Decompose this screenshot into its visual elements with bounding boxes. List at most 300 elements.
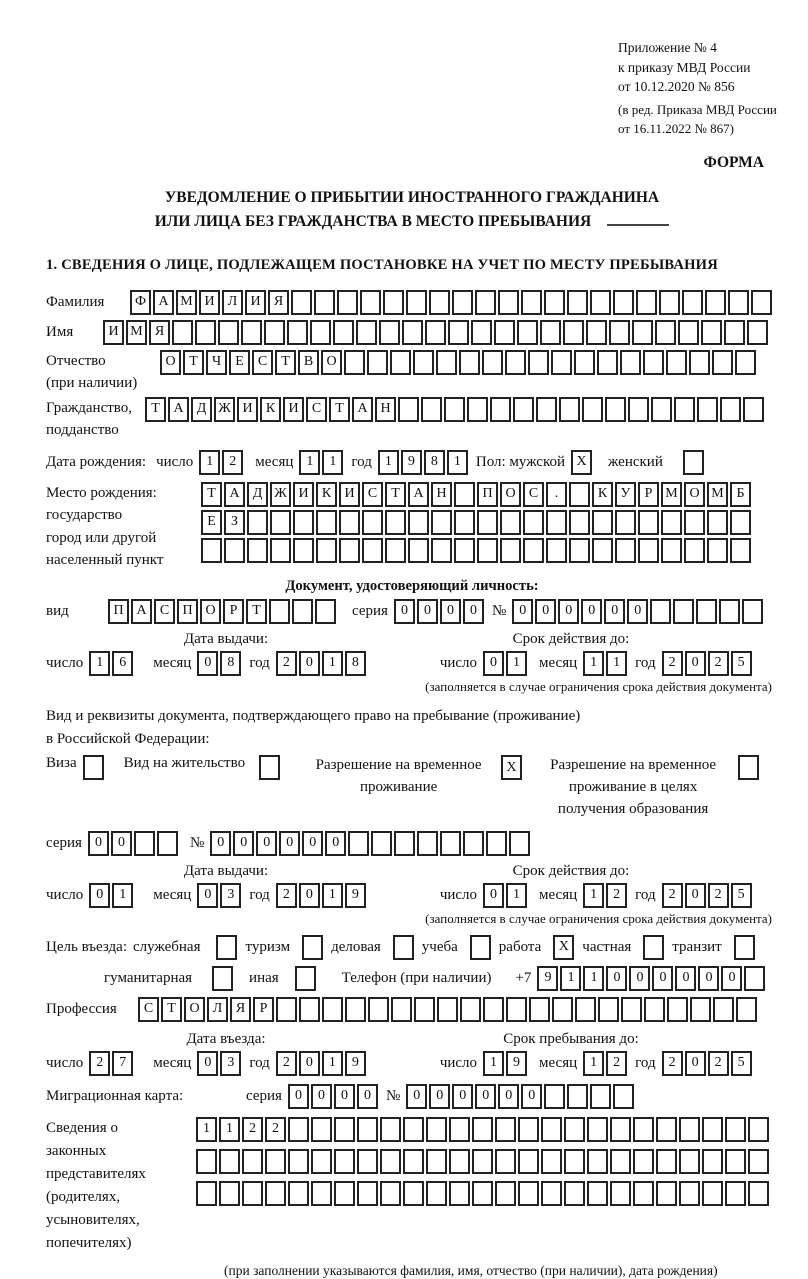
char-box[interactable]: Т: [201, 482, 222, 507]
char-box[interactable]: Ф: [130, 290, 151, 315]
char-box[interactable]: П: [477, 482, 498, 507]
char-box[interactable]: [551, 350, 572, 375]
char-box[interactable]: [719, 599, 740, 624]
char-box[interactable]: [482, 350, 503, 375]
char-box[interactable]: 0: [417, 599, 438, 624]
char-box[interactable]: [610, 1181, 631, 1206]
char-box[interactable]: Л: [207, 997, 228, 1022]
temp-residence-checkbox[interactable]: [501, 755, 524, 780]
char-box[interactable]: О: [500, 482, 521, 507]
char-box[interactable]: 1: [219, 1117, 240, 1142]
char-box[interactable]: [621, 997, 642, 1022]
doc-type-field[interactable]: [108, 599, 338, 624]
char-box[interactable]: 0: [675, 966, 696, 991]
char-box[interactable]: 2: [662, 883, 683, 908]
char-box[interactable]: 8: [220, 651, 241, 676]
char-box[interactable]: [552, 997, 573, 1022]
char-box[interactable]: 0: [357, 1084, 378, 1109]
char-box[interactable]: [650, 599, 671, 624]
char-box[interactable]: [477, 538, 498, 563]
doc-valid-month[interactable]: [583, 651, 629, 676]
char-box[interactable]: О: [684, 482, 705, 507]
char-box[interactable]: 1: [583, 966, 604, 991]
char-box[interactable]: [431, 538, 452, 563]
char-box[interactable]: 0: [233, 831, 254, 856]
char-box[interactable]: [334, 1181, 355, 1206]
char-box[interactable]: 1: [199, 450, 220, 475]
char-box[interactable]: [742, 599, 763, 624]
char-box[interactable]: [315, 599, 336, 624]
char-box[interactable]: 1: [299, 450, 320, 475]
char-box[interactable]: [684, 538, 705, 563]
char-box[interactable]: [337, 290, 358, 315]
char-box[interactable]: [471, 320, 492, 345]
char-box[interactable]: [385, 510, 406, 535]
birth-day-field[interactable]: [199, 450, 245, 475]
char-box[interactable]: [610, 1117, 631, 1142]
char-box[interactable]: 0: [88, 831, 109, 856]
char-box[interactable]: [380, 1181, 401, 1206]
char-box[interactable]: [449, 1117, 470, 1142]
char-box[interactable]: И: [103, 320, 124, 345]
doc-issue-day[interactable]: [89, 651, 135, 676]
char-box[interactable]: [265, 1149, 286, 1174]
char-box[interactable]: [362, 538, 383, 563]
char-box[interactable]: М: [661, 482, 682, 507]
char-box[interactable]: [656, 1149, 677, 1174]
char-box[interactable]: [684, 510, 705, 535]
edu-residence-checkbox[interactable]: [738, 755, 761, 780]
char-box[interactable]: [403, 1117, 424, 1142]
char-box[interactable]: [521, 290, 542, 315]
char-box[interactable]: [748, 1181, 769, 1206]
char-box[interactable]: [288, 1117, 309, 1142]
doc-valid-day[interactable]: [483, 651, 529, 676]
char-box[interactable]: [454, 510, 475, 535]
char-box[interactable]: [314, 290, 335, 315]
char-box[interactable]: [751, 290, 772, 315]
char-box[interactable]: О: [321, 350, 342, 375]
char-box[interactable]: 0: [89, 883, 110, 908]
char-box[interactable]: 0: [452, 1084, 473, 1109]
char-box[interactable]: [417, 831, 438, 856]
char-box[interactable]: 0: [652, 966, 673, 991]
char-box[interactable]: [380, 1117, 401, 1142]
char-box[interactable]: [477, 510, 498, 535]
char-box[interactable]: Ж: [214, 397, 235, 422]
char-box[interactable]: [736, 997, 757, 1022]
char-box[interactable]: [270, 538, 291, 563]
char-box[interactable]: [679, 1117, 700, 1142]
char-box[interactable]: [725, 1149, 746, 1174]
char-box[interactable]: С: [306, 397, 327, 422]
char-box[interactable]: [696, 599, 717, 624]
char-box[interactable]: 0: [440, 599, 461, 624]
char-box[interactable]: [394, 831, 415, 856]
char-box[interactable]: 1: [506, 651, 527, 676]
char-box[interactable]: [344, 350, 365, 375]
char-box[interactable]: [518, 1117, 539, 1142]
char-box[interactable]: [690, 997, 711, 1022]
char-box[interactable]: [541, 1117, 562, 1142]
char-box[interactable]: [311, 1181, 332, 1206]
char-box[interactable]: [467, 397, 488, 422]
char-box[interactable]: [472, 1149, 493, 1174]
char-box[interactable]: [569, 510, 590, 535]
char-box[interactable]: 9: [506, 1051, 527, 1076]
permit-issue-day[interactable]: [89, 883, 135, 908]
char-box[interactable]: В: [298, 350, 319, 375]
char-box[interactable]: [587, 1181, 608, 1206]
char-box[interactable]: [679, 1181, 700, 1206]
char-box[interactable]: 0: [685, 1051, 706, 1076]
char-box[interactable]: [735, 350, 756, 375]
char-box[interactable]: А: [153, 290, 174, 315]
char-box[interactable]: 0: [288, 1084, 309, 1109]
char-box[interactable]: [597, 350, 618, 375]
permit-valid-month[interactable]: [583, 883, 629, 908]
char-box[interactable]: 9: [401, 450, 422, 475]
char-box[interactable]: [707, 510, 728, 535]
char-box[interactable]: [656, 1117, 677, 1142]
doc-issue-year[interactable]: [276, 651, 368, 676]
stay-day[interactable]: [483, 1051, 529, 1076]
char-box[interactable]: 1: [112, 883, 133, 908]
char-box[interactable]: [517, 320, 538, 345]
char-box[interactable]: 0: [334, 1084, 355, 1109]
char-box[interactable]: [592, 510, 613, 535]
char-box[interactable]: [403, 1181, 424, 1206]
char-box[interactable]: [406, 290, 427, 315]
char-box[interactable]: [586, 320, 607, 345]
char-box[interactable]: [426, 1149, 447, 1174]
char-box[interactable]: [421, 397, 442, 422]
permit-valid-year[interactable]: [662, 883, 754, 908]
char-box[interactable]: Р: [638, 482, 659, 507]
char-box[interactable]: [744, 966, 765, 991]
char-box[interactable]: 0: [558, 599, 579, 624]
char-box[interactable]: 0: [535, 599, 556, 624]
profession-field[interactable]: [138, 997, 759, 1022]
char-box[interactable]: [436, 350, 457, 375]
char-box[interactable]: [523, 510, 544, 535]
char-box[interactable]: 5: [731, 651, 752, 676]
char-box[interactable]: [460, 997, 481, 1022]
char-box[interactable]: 0: [197, 1051, 218, 1076]
birthplace-row2[interactable]: [201, 510, 753, 535]
char-box[interactable]: [638, 510, 659, 535]
char-box[interactable]: [633, 1149, 654, 1174]
char-box[interactable]: [720, 397, 741, 422]
char-box[interactable]: [333, 320, 354, 345]
entry-day[interactable]: [89, 1051, 135, 1076]
char-box[interactable]: X: [553, 935, 574, 960]
char-box[interactable]: [380, 1149, 401, 1174]
char-box[interactable]: [615, 510, 636, 535]
char-box[interactable]: [598, 997, 619, 1022]
purpose-transit-checkbox[interactable]: [734, 935, 757, 960]
permit-issue-year[interactable]: [276, 883, 368, 908]
char-box[interactable]: [269, 599, 290, 624]
entry-month[interactable]: [197, 1051, 243, 1076]
char-box[interactable]: [402, 320, 423, 345]
char-box[interactable]: 0: [197, 883, 218, 908]
surname-field[interactable]: [130, 290, 774, 315]
char-box[interactable]: Е: [229, 350, 250, 375]
char-box[interactable]: 0: [629, 966, 650, 991]
char-box[interactable]: [356, 320, 377, 345]
char-box[interactable]: [293, 538, 314, 563]
stay-year[interactable]: [662, 1051, 754, 1076]
char-box[interactable]: [348, 831, 369, 856]
char-box[interactable]: [292, 599, 313, 624]
char-box[interactable]: Е: [201, 510, 222, 535]
representatives-row2[interactable]: [196, 1149, 771, 1174]
char-box[interactable]: 8: [345, 651, 366, 676]
char-box[interactable]: [357, 1117, 378, 1142]
char-box[interactable]: [605, 397, 626, 422]
char-box[interactable]: 1: [378, 450, 399, 475]
char-box[interactable]: 0: [299, 651, 320, 676]
char-box[interactable]: 1: [583, 651, 604, 676]
char-box[interactable]: Р: [223, 599, 244, 624]
char-box[interactable]: [316, 510, 337, 535]
char-box[interactable]: [293, 510, 314, 535]
char-box[interactable]: [567, 290, 588, 315]
char-box[interactable]: [544, 1084, 565, 1109]
char-box[interactable]: 6: [112, 651, 133, 676]
char-box[interactable]: [666, 350, 687, 375]
char-box[interactable]: 0: [463, 599, 484, 624]
char-box[interactable]: 1: [506, 883, 527, 908]
char-box[interactable]: Ч: [206, 350, 227, 375]
char-box[interactable]: А: [224, 482, 245, 507]
char-box[interactable]: [470, 935, 491, 960]
char-box[interactable]: К: [260, 397, 281, 422]
char-box[interactable]: [379, 320, 400, 345]
purpose-work-checkbox[interactable]: [553, 935, 576, 960]
char-box[interactable]: [452, 290, 473, 315]
char-box[interactable]: [259, 755, 280, 780]
char-box[interactable]: 0: [698, 966, 719, 991]
char-box[interactable]: [567, 1084, 588, 1109]
char-box[interactable]: [357, 1181, 378, 1206]
char-box[interactable]: 0: [483, 883, 504, 908]
char-box[interactable]: [679, 1149, 700, 1174]
char-box[interactable]: [219, 1181, 240, 1206]
migration-series-field[interactable]: [288, 1084, 380, 1109]
char-box[interactable]: [393, 935, 414, 960]
char-box[interactable]: [134, 831, 155, 856]
char-box[interactable]: 2: [222, 450, 243, 475]
char-box[interactable]: [728, 290, 749, 315]
char-box[interactable]: Т: [275, 350, 296, 375]
char-box[interactable]: [702, 1117, 723, 1142]
representatives-row3[interactable]: [196, 1181, 771, 1206]
char-box[interactable]: [403, 1149, 424, 1174]
char-box[interactable]: 1: [322, 450, 343, 475]
char-box[interactable]: [218, 320, 239, 345]
char-box[interactable]: 1: [196, 1117, 217, 1142]
char-box[interactable]: П: [177, 599, 198, 624]
char-box[interactable]: [345, 997, 366, 1022]
char-box[interactable]: [495, 1181, 516, 1206]
char-box[interactable]: [569, 482, 590, 507]
char-box[interactable]: А: [168, 397, 189, 422]
char-box[interactable]: [734, 935, 755, 960]
char-box[interactable]: [360, 290, 381, 315]
purpose-humanitarian-checkbox[interactable]: [212, 966, 235, 991]
char-box[interactable]: 0: [325, 831, 346, 856]
char-box[interactable]: 3: [220, 883, 241, 908]
char-box[interactable]: [448, 320, 469, 345]
char-box[interactable]: [656, 1181, 677, 1206]
char-box[interactable]: Т: [246, 599, 267, 624]
char-box[interactable]: 5: [731, 883, 752, 908]
char-box[interactable]: 9: [345, 883, 366, 908]
char-box[interactable]: [730, 538, 751, 563]
given-name-field[interactable]: [103, 320, 770, 345]
char-box[interactable]: [582, 397, 603, 422]
char-box[interactable]: 2: [606, 1051, 627, 1076]
char-box[interactable]: [276, 997, 297, 1022]
char-box[interactable]: [270, 510, 291, 535]
char-box[interactable]: [241, 320, 262, 345]
sex-male-checkbox[interactable]: [571, 450, 594, 475]
representatives-row1[interactable]: [196, 1117, 771, 1142]
char-box[interactable]: [472, 1181, 493, 1206]
purpose-business-checkbox[interactable]: [393, 935, 416, 960]
char-box[interactable]: [613, 290, 634, 315]
char-box[interactable]: [463, 831, 484, 856]
birthplace-row1[interactable]: [201, 482, 753, 507]
char-box[interactable]: Ж: [270, 482, 291, 507]
char-box[interactable]: [242, 1149, 263, 1174]
char-box[interactable]: 0: [429, 1084, 450, 1109]
char-box[interactable]: [454, 482, 475, 507]
char-box[interactable]: 1: [606, 651, 627, 676]
char-box[interactable]: 0: [685, 651, 706, 676]
char-box[interactable]: 2: [89, 1051, 110, 1076]
char-box[interactable]: [195, 320, 216, 345]
char-box[interactable]: [472, 1117, 493, 1142]
char-box[interactable]: [518, 1149, 539, 1174]
char-box[interactable]: [667, 997, 688, 1022]
char-box[interactable]: [212, 966, 233, 991]
char-box[interactable]: [500, 538, 521, 563]
char-box[interactable]: [748, 1149, 769, 1174]
char-box[interactable]: [449, 1149, 470, 1174]
char-box[interactable]: 0: [627, 599, 648, 624]
migration-number-field[interactable]: [406, 1084, 636, 1109]
char-box[interactable]: [311, 1117, 332, 1142]
char-box[interactable]: [391, 997, 412, 1022]
char-box[interactable]: [224, 538, 245, 563]
char-box[interactable]: [367, 350, 388, 375]
doc-valid-year[interactable]: [662, 651, 754, 676]
char-box[interactable]: [371, 831, 392, 856]
residence-permit-checkbox[interactable]: [259, 755, 282, 780]
char-box[interactable]: 2: [606, 883, 627, 908]
purpose-official-checkbox[interactable]: [216, 935, 239, 960]
char-box[interactable]: К: [592, 482, 613, 507]
char-box[interactable]: И: [199, 290, 220, 315]
char-box[interactable]: .: [546, 482, 567, 507]
char-box[interactable]: С: [523, 482, 544, 507]
char-box[interactable]: З: [224, 510, 245, 535]
char-box[interactable]: И: [245, 290, 266, 315]
char-box[interactable]: [390, 350, 411, 375]
permit-issue-month[interactable]: [197, 883, 243, 908]
char-box[interactable]: 1: [583, 1051, 604, 1076]
char-box[interactable]: [659, 290, 680, 315]
char-box[interactable]: [712, 350, 733, 375]
char-box[interactable]: [748, 1117, 769, 1142]
char-box[interactable]: [678, 320, 699, 345]
char-box[interactable]: 2: [662, 651, 683, 676]
sex-female-checkbox[interactable]: [683, 450, 706, 475]
char-box[interactable]: [431, 510, 452, 535]
char-box[interactable]: Р: [253, 997, 274, 1022]
char-box[interactable]: Т: [161, 997, 182, 1022]
char-box[interactable]: 0: [311, 1084, 332, 1109]
char-box[interactable]: [444, 397, 465, 422]
char-box[interactable]: [490, 397, 511, 422]
char-box[interactable]: У: [615, 482, 636, 507]
char-box[interactable]: М: [126, 320, 147, 345]
char-box[interactable]: [661, 510, 682, 535]
char-box[interactable]: 0: [475, 1084, 496, 1109]
char-box[interactable]: [644, 997, 665, 1022]
char-box[interactable]: 1: [322, 883, 343, 908]
char-box[interactable]: 2: [276, 651, 297, 676]
char-box[interactable]: [705, 290, 726, 315]
char-box[interactable]: И: [283, 397, 304, 422]
char-box[interactable]: [498, 290, 519, 315]
char-box[interactable]: 0: [406, 1084, 427, 1109]
char-box[interactable]: 0: [210, 831, 231, 856]
char-box[interactable]: [620, 350, 641, 375]
char-box[interactable]: 0: [521, 1084, 542, 1109]
char-box[interactable]: [536, 397, 557, 422]
char-box[interactable]: 1: [560, 966, 581, 991]
char-box[interactable]: 1: [322, 651, 343, 676]
char-box[interactable]: С: [362, 482, 383, 507]
char-box[interactable]: [334, 1117, 355, 1142]
char-box[interactable]: [702, 1149, 723, 1174]
char-box[interactable]: Н: [431, 482, 452, 507]
char-box[interactable]: 2: [265, 1117, 286, 1142]
char-box[interactable]: [628, 397, 649, 422]
char-box[interactable]: [414, 997, 435, 1022]
char-box[interactable]: 0: [498, 1084, 519, 1109]
stay-month[interactable]: [583, 1051, 629, 1076]
char-box[interactable]: [339, 510, 360, 535]
char-box[interactable]: [247, 538, 268, 563]
char-box[interactable]: [288, 1149, 309, 1174]
char-box[interactable]: X: [571, 450, 592, 475]
char-box[interactable]: А: [352, 397, 373, 422]
char-box[interactable]: [643, 935, 664, 960]
purpose-study-checkbox[interactable]: [470, 935, 493, 960]
char-box[interactable]: [613, 1084, 634, 1109]
entry-year[interactable]: [276, 1051, 368, 1076]
char-box[interactable]: [413, 350, 434, 375]
char-box[interactable]: [610, 1149, 631, 1174]
char-box[interactable]: О: [200, 599, 221, 624]
char-box[interactable]: [518, 1181, 539, 1206]
char-box[interactable]: [505, 350, 526, 375]
